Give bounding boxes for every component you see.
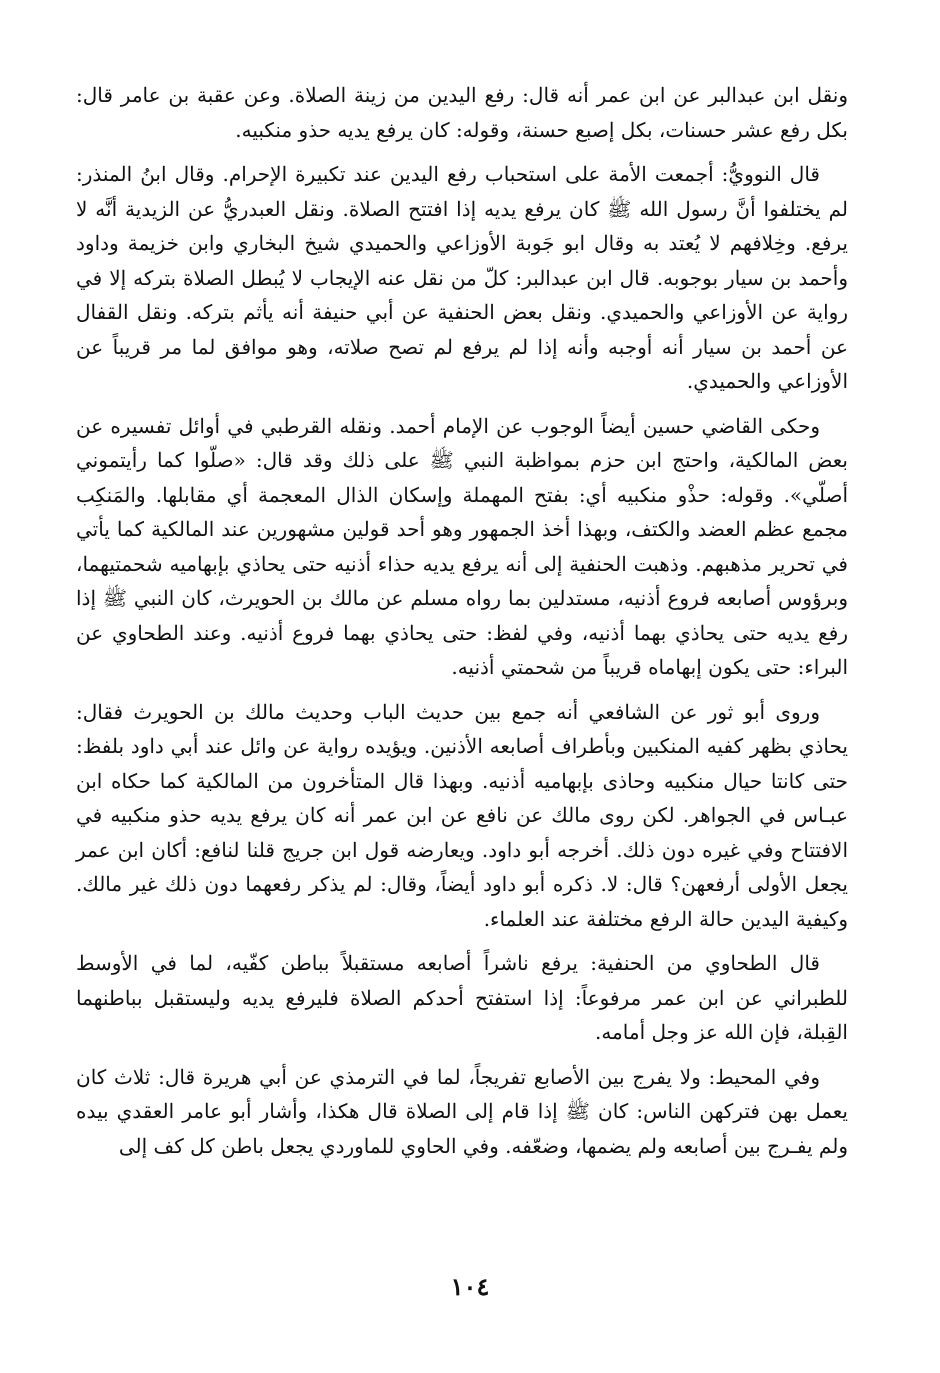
page-number: ١٠٤ [450, 1272, 490, 1301]
paragraph-6: وفي المحيط: ولا يفرج بين الأصابع تفريجاً، لما في الترمذي عن أبي هريرة قال: ثلاث كان يعمل بهن فتركهن الناس: كان ﷺ إذا قام إلى الصلاة قال هكذا، وأشار أبو عامر العقدي بيده ولم يفـرج بين أصابعه ولم يضمها، وضعّفه. وفي الحاوي للماوردي يجعل باطن كل كف إلى [76, 1064, 848, 1158]
paragraph-1: ونقل ابن عبدالبر عن ابن عمر أنه قال: رفع اليدين من زينة الصلاة. وعن عقبة بن عامر قال: بكل رفع عشر حسنات، بكل إصبع حسنة، وقوله: كان يرفع يديه حذو منكبيه. [76, 83, 848, 142]
page-body [76, 78, 848, 1173]
paragraph-3: وحكى القاضي حسين أيضاً الوجوب عن الإمام أحمد. ونقله القرطبي في أوائل تفسيره عن بعض المالكية، واحتج ابن حزم بمواظبة النبي ﷺ على ذلك وقد قال: «صلّوا كما رأيتموني أصلّي». وقوله: حذْو منكبيه أي: بفتح المهملة وإسكان الذال المعجمة أي مقابلها. والمَنكِب مجمع عظم العضد والكتف، وبهذا أخذ الجمهور وهو أحد قولين مشهورين عند المالكية كما يأتي في تحرير مذهبهم. وذهبت الحنفية إلى أنه يرفع يديه حذاء أذنيه حتى يحاذي بإبهاميه شحمتيهما، وبرؤوس أصابعه فروع أذنيه، مستدلين بما رواه مسلم عن مالك بن الحويرث، كان النبي ﷺ إذا رفع يديه حتى يحاذي بهما أذنيه، وفي لفظ: حتى يحاذي بهما فروع أذنيه. وعند الطحاوي عن البراء: حتى يكون إبهاماه قريباً من شحمتي أذنيه. [76, 413, 848, 679]
paragraph-4: وروى أبو ثور عن الشافعي أنه جمع بين حديث الباب وحديث مالك بن الحويرث فقال: يحاذي بظهر كفيه المنكبين وبأطراف أصابعه الأذنين. ويؤيده رواية عن وائل عند أبي داود بلفظ: حتى كانتا حيال منكبيه وحاذى بإبهاميه أذنيه. وبهذا قال المتأخرون من المالكية كما حكاه ابن عبـاس في الجواهر. لكن روى مالك عن نافع عن ابن عمر أنه كان يرفع يديه حذو منكبيه في الافتتاح وفي غيره دون ذلك. أخرجه أبو داود. ويعارضه قول ابن جريج قلنا لنافع: أكان ابن عمر يجعل الأولى أرفعهن؟ قال: لا. ذكره أبو داود أيضاً، وقال: لم يذكر رفعهما دون ذلك غير مالك. وكيفية اليدين حالة الرفع مختلفة عند العلماء. [76, 699, 848, 931]
paragraph-5: قال الطحاوي من الحنفية: يرفع ناشراً أصابعه مستقبلاً بباطن كفّيه، لما في الأوسط للطبراني عن ابن عمر مرفوعاً: إذا استفتح أحدكم الصلاة فليرفع يديه وليستقبل بباطنهما القِبلة، فإن الله عز وجل أمامه. [76, 951, 848, 1044]
paragraph-2: قال النوويُّ: أجمعت الأمة على استحباب رفع اليدين عند تكبيرة الإحرام. وقال ابنُ المنذر: لم يختلفوا أنَّ رسول الله ﷺ كان يرفع يديه إذا افتتح الصلاة. ونقل العبدريُّ عن الزيدية أنَّه لا يرفع. وخِلافهم لا يُعتد به وقال ابو جَوبة الأوزاعي والحميدي شيخ البخاري وابن خزيمة وداود وأحمد بن سيار بوجوبه. قال ابن عبدالبر: كلّ من نقل عنه الإيجاب لا يُبطل الصلاة بتركه إلا في رواية عن الأوزاعي والحميدي. ونقل بعض الحنفية عن أبي حنيفة أنه يأثم بتركه. ونقل القفال عن أحمد بن سيار أنه أوجبه وأنه إذا لم يرفع لم تصح صلاته، وهو موافق لما مر قريباً عن الأوزاعي والحميدي. [76, 162, 849, 393]
